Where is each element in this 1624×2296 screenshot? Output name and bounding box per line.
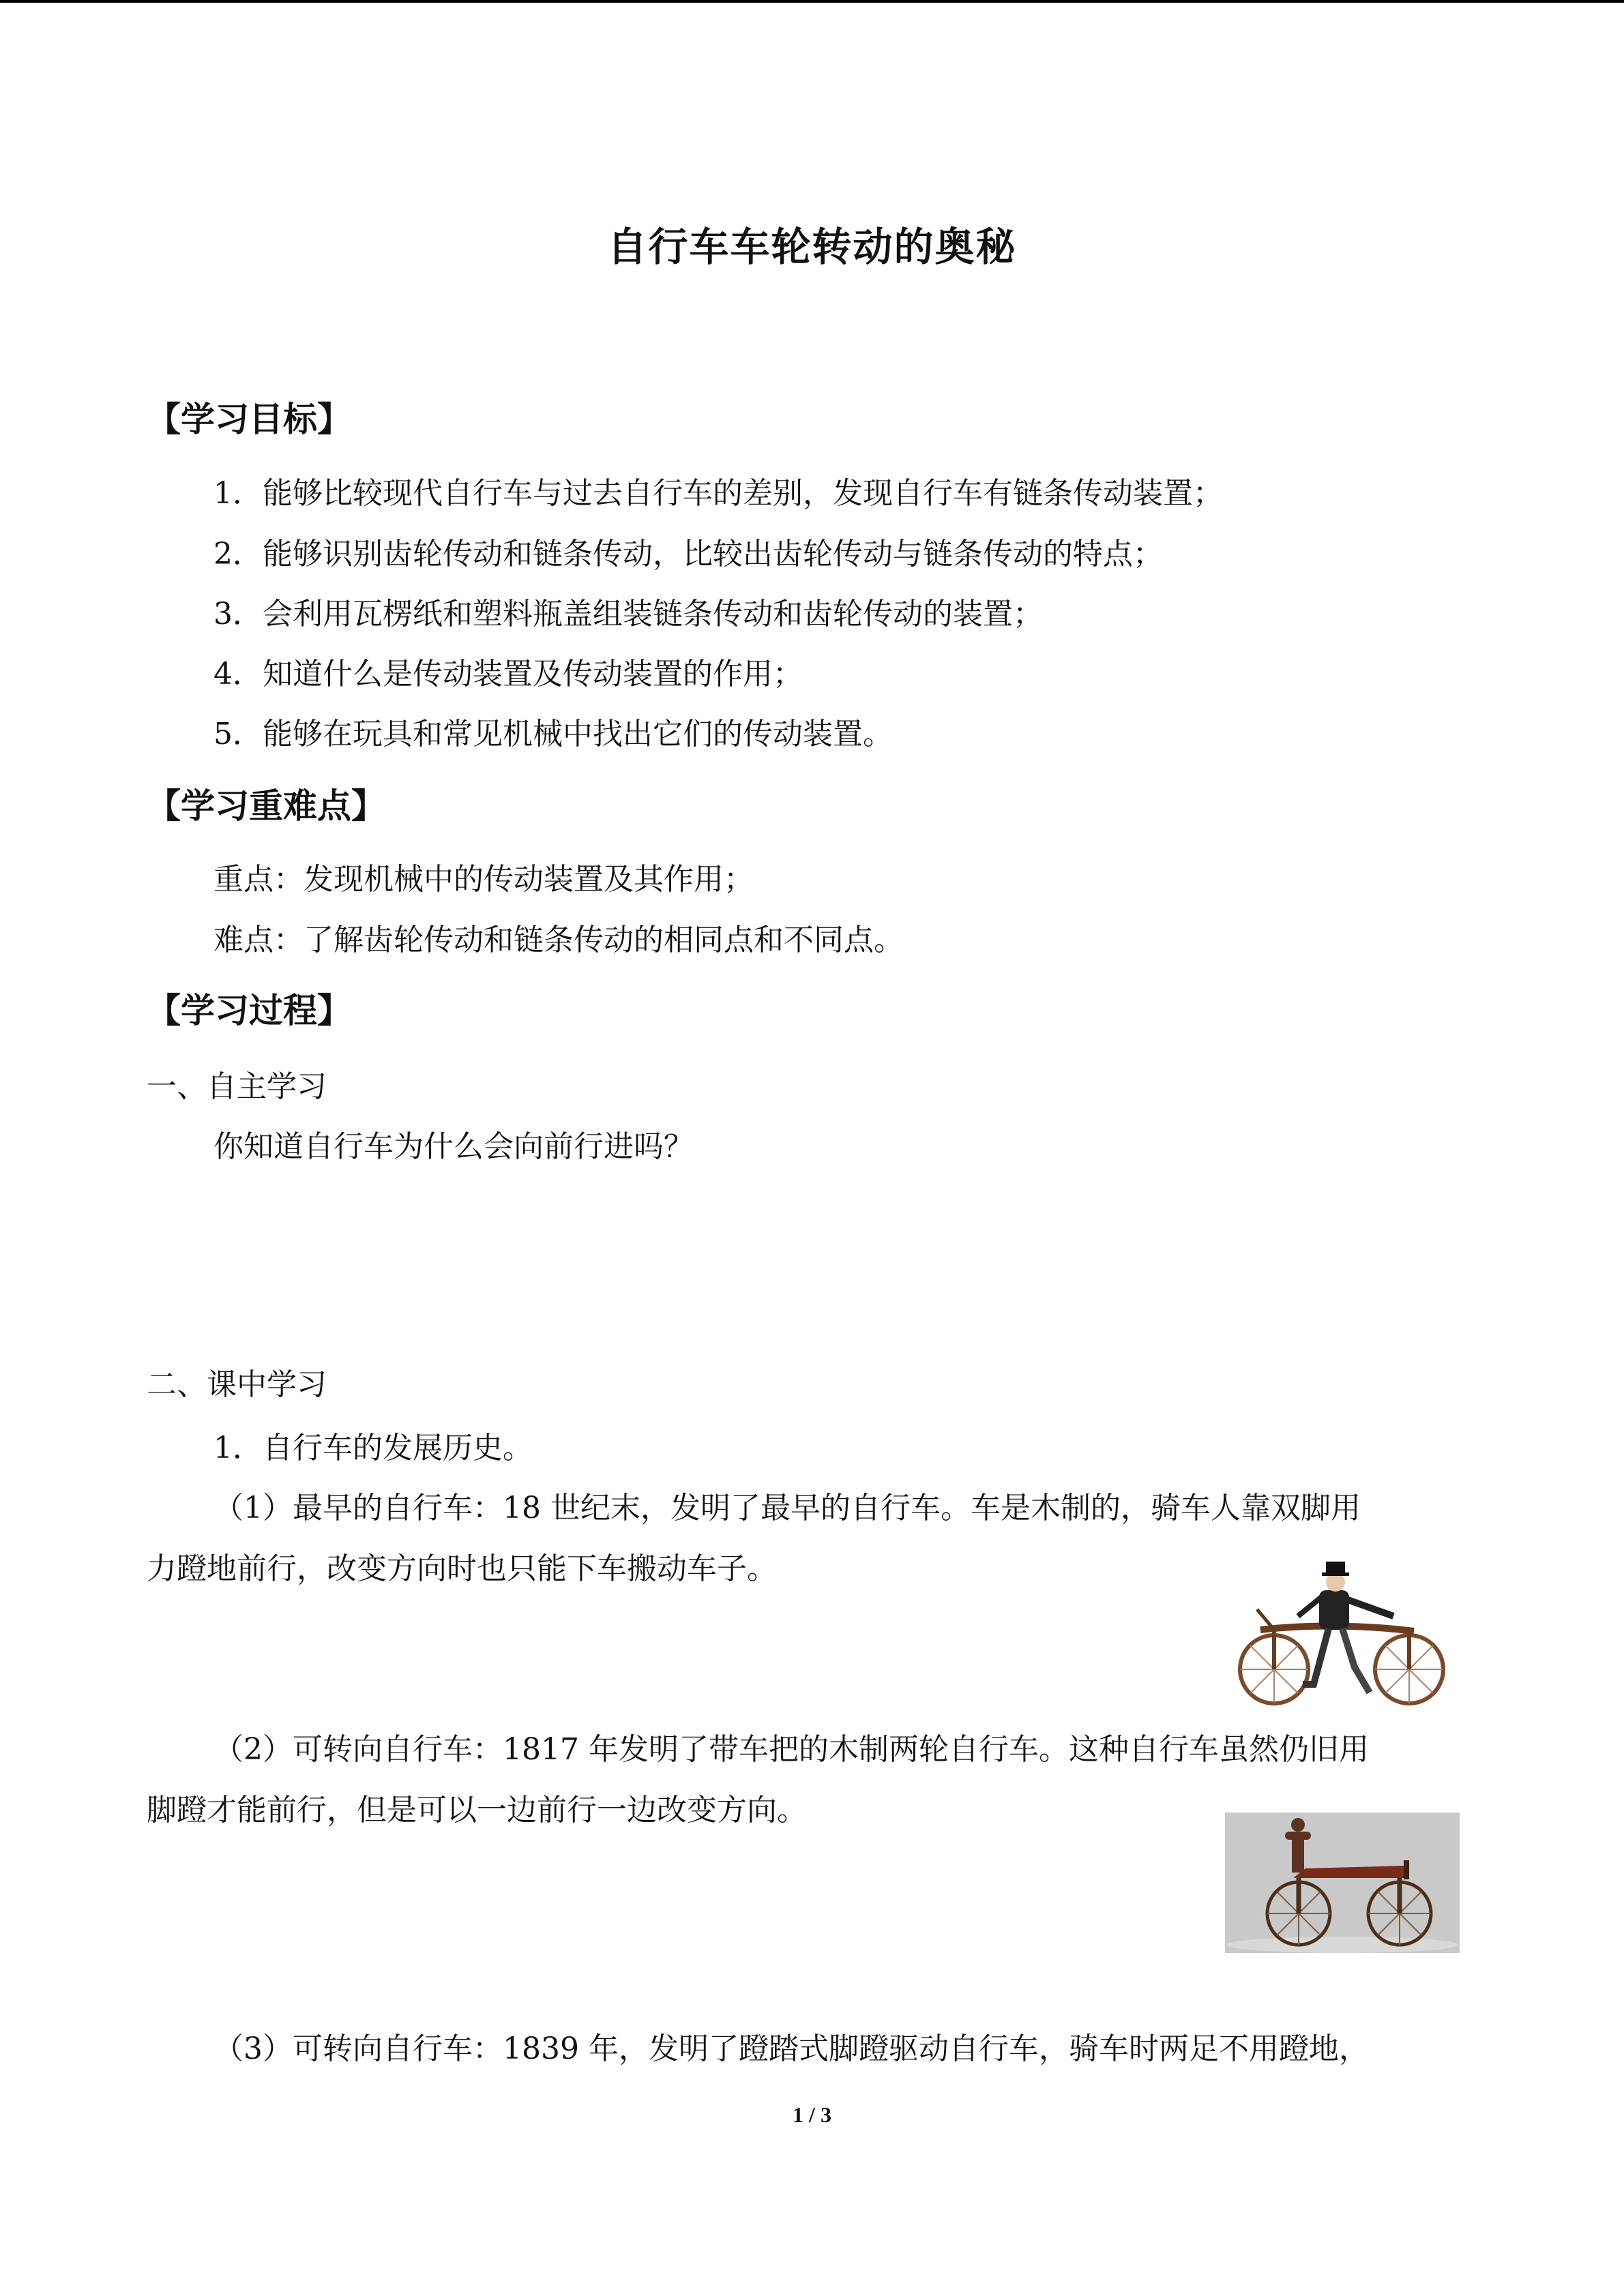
earliest-bicycle-image bbox=[1233, 1562, 1458, 1708]
history-subheading: 1．自行车的发展历史。 bbox=[213, 1431, 533, 1465]
paragraph-1-line-2: 力蹬地前行，改变方向时也只能下车搬动车子。 bbox=[147, 1551, 777, 1586]
objective-item-5: 5．能够在玩具和常见机械中找出它们的传动装置。 bbox=[213, 717, 893, 751]
objective-item-1: 1．能够比较现代自行车与过去自行车的差别，发现自行车有链条传动装置； bbox=[213, 476, 1223, 511]
top-border-rule bbox=[0, 0, 1624, 3]
focus-point: 重点：发现机械中的传动装置及其作用； bbox=[213, 862, 754, 897]
difficulty-point: 难点：了解齿轮传动和链条传动的相同点和不同点。 bbox=[213, 923, 904, 957]
self-study-label: 一、自主学习 bbox=[147, 1069, 327, 1104]
paragraph-1-line-1: （1）最早的自行车：18 世纪末，发明了最早的自行车。车是木制的，骑车人靠双脚用 bbox=[213, 1491, 1361, 1525]
objectives-heading: 【学习目标】 bbox=[147, 399, 351, 439]
paragraph-2-line-2: 脚蹬才能前行，但是可以一边前行一边改变方向。 bbox=[147, 1793, 807, 1828]
in-class-label: 二、课中学习 bbox=[147, 1367, 327, 1402]
objective-item-4: 4．知道什么是传动装置及传动装置的作用； bbox=[213, 657, 803, 691]
paragraph-2-line-1: （2）可转向自行车：1817 年发明了带车把的木制两轮自行车。这种自行车虽然仍旧用 bbox=[213, 1732, 1369, 1767]
document-title: 自行车车轮转动的奥秘 bbox=[607, 224, 1017, 270]
self-study-question: 你知道自行车为什么会向前行进吗？ bbox=[213, 1129, 694, 1164]
process-heading: 【学习过程】 bbox=[147, 990, 351, 1030]
page-number: 1 / 3 bbox=[793, 2102, 831, 2127]
steerable-bicycle-image bbox=[1225, 1813, 1460, 1953]
paragraph-3-line-1: （3）可转向自行车：1839 年，发明了蹬踏式脚蹬驱动自行车，骑车时两足不用蹬地， bbox=[213, 2031, 1369, 2066]
objective-item-3: 3．会利用瓦楞纸和塑料瓶盖组装链条传动和齿轮传动的装置； bbox=[213, 597, 1043, 631]
key-points-heading: 【学习重难点】 bbox=[147, 786, 385, 826]
objective-item-2: 2．能够识别齿轮传动和链条传动，比较出齿轮传动与链条传动的特点； bbox=[213, 537, 1163, 571]
